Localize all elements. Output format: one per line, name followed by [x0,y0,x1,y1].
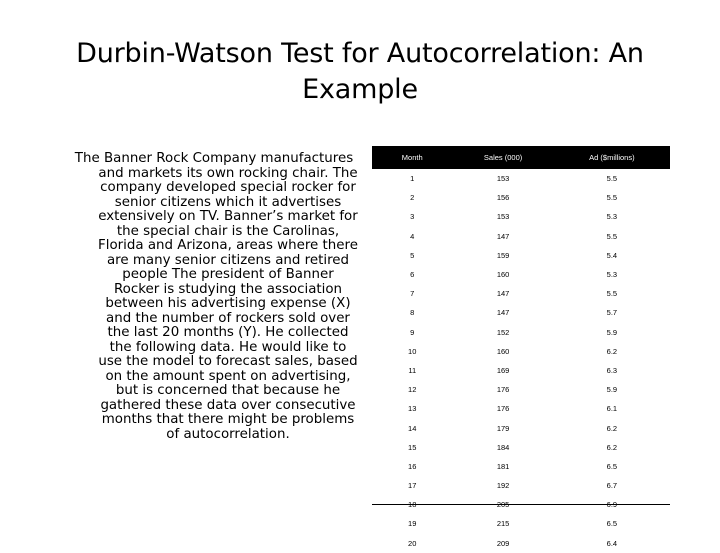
table-row [372,380,670,399]
cell-ad: 6.1 [606,404,618,414]
cell-ad: 5.3 [606,212,618,222]
cell-sales: 179 [496,423,510,433]
cell-sales: 159 [496,250,510,260]
cell-sales: 209 [496,538,510,548]
cell-month: 20 [408,538,417,548]
cell-ad: 5.9 [606,327,618,337]
cell-month: 9 [410,327,415,337]
header-ad: Ad ($millions) [554,146,670,169]
table-row [372,284,670,303]
cell-sales: 176 [496,404,510,414]
header-sales: Sales (000) [452,146,553,169]
cell-ad: 5.3 [606,270,618,280]
table-row [372,323,670,342]
table-row [372,169,670,188]
cell-ad: 6.3 [606,365,618,375]
table-header-row [372,146,670,169]
cell-ad: 6.2 [606,346,618,356]
table-row [372,303,670,322]
table-row [372,227,670,246]
cell-ad: 6.7 [606,481,618,491]
table-row [372,207,670,226]
table-row [372,457,670,476]
cell-month: 4 [410,231,415,241]
cell-ad: 6.2 [606,442,618,452]
cell-sales: 153 [496,212,510,222]
cell-sales: 176 [496,385,510,395]
cell-month: 11 [408,365,417,375]
cell-ad: 5.5 [606,174,618,184]
cell-ad: 5.5 [606,231,618,241]
cell-sales: 160 [496,346,510,356]
table-row [372,534,670,553]
cell-month: 10 [408,346,417,356]
table-row [372,476,670,495]
table-row [372,438,670,457]
cell-sales: 156 [496,193,510,203]
cell-sales: 147 [496,289,510,299]
table-row [372,265,670,284]
cell-month: 3 [410,212,415,222]
table-row [372,246,670,265]
cell-month: 7 [410,289,415,299]
cell-ad: 6.5 [606,461,618,471]
cell-sales: 153 [496,174,510,184]
cell-sales: 192 [496,481,510,491]
cell-ad: 5.9 [606,385,618,395]
cell-ad: 6.5 [606,519,618,529]
table-body [372,169,670,553]
cell-sales: 215 [496,519,510,529]
body-paragraph: The Banner Rock Company manufactures and markets its own rocking chair. The company developed special rocker for senior citizens which it advertises extensively on TV. Banner’s market for the special chair is the Carolinas, Florida and Arizona, areas where there are many senior citizens and retired people The president of Banner Rocker is studying the association between his advertising expense (X) and the number of rockers sold over the last 20 months (Y). He collected the following data. He would like to use the model to forecast sales, based on the amount spent on advertising, but is concerned that because he gathered these data over consecutive months that there might be problems of autocorrelation. [74,151,358,442]
cell-month: 5 [410,250,415,260]
cell-sales: 184 [496,442,510,452]
table-row [372,514,670,533]
cell-ad: 5.5 [606,289,618,299]
data-table-container [372,146,670,553]
cell-ad: 5.5 [606,193,618,203]
table-row [372,399,670,418]
cell-sales: 147 [496,308,510,318]
cell-sales: 152 [496,327,510,337]
table-row [372,361,670,380]
slide-title: Durbin-Watson Test for Autocorrelation: An Example [76,38,644,105]
table-row [372,342,670,361]
cell-ad: 5.7 [606,308,618,318]
data-table [372,146,670,553]
cell-month: 15 [408,442,417,452]
cell-month: 1 [410,174,415,184]
table-bottom-rule [372,504,670,505]
cell-ad: 6.2 [606,423,618,433]
cell-month: 16 [408,461,417,471]
cell-sales: 147 [496,231,510,241]
cell-ad: 5.4 [606,250,618,260]
cell-month: 8 [410,308,415,318]
header-month: Month [372,146,452,169]
cell-month: 17 [408,481,417,491]
cell-month: 13 [408,404,417,414]
table-row [372,418,670,437]
cell-month: 19 [408,519,417,529]
cell-month: 12 [408,385,417,395]
table-row [372,188,670,207]
cell-month: 6 [410,270,415,280]
cell-month: 14 [408,423,417,433]
cell-sales: 181 [496,461,510,471]
cell-month: 2 [410,193,415,203]
cell-sales: 169 [496,365,510,375]
cell-sales: 160 [496,270,510,280]
cell-ad: 6.4 [606,538,618,548]
